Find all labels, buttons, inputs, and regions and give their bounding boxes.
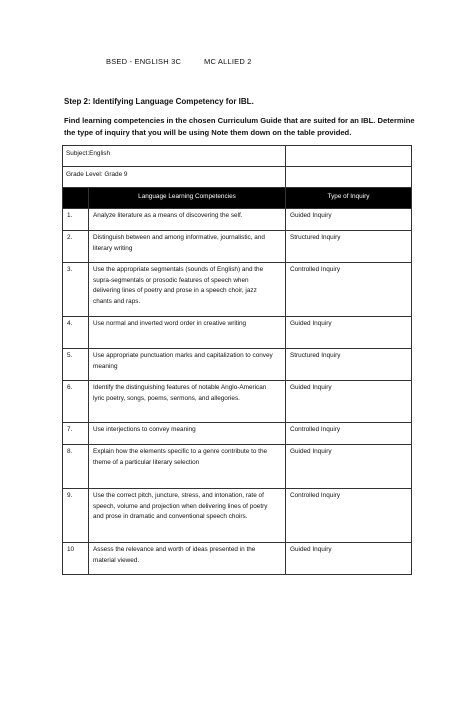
inquiry-type-cell: Structured Inquiry (286, 231, 412, 263)
competency-cell: Distinguish between and among informative, journalistic, and literary writing (89, 231, 286, 263)
course-label: BSED - ENGLISH 3C (106, 57, 182, 66)
section-label: MC ALLIED 2 (204, 57, 252, 66)
row-number: 8. (63, 445, 89, 489)
inquiry-type-cell: Guided Inquiry (286, 543, 412, 575)
competency-cell: Explain how the elements specific to a genre contribute to the theme of a particular literary selection (89, 445, 286, 489)
table-row (63, 317, 412, 349)
inquiry-type-cell: Guided Inquiry (286, 317, 412, 349)
row-number: 2. (63, 231, 89, 263)
row-number: 4. (63, 317, 89, 349)
inquiry-type-cell: Controlled Inquiry (286, 489, 412, 543)
inquiry-type-cell: Structured Inquiry (286, 349, 412, 381)
grade-empty-cell (286, 167, 412, 188)
competency-cell: Analyze literature as a means of discovering the self. (89, 209, 286, 231)
table-row (63, 543, 412, 575)
inquiry-type-cell: Controlled Inquiry (286, 263, 412, 317)
grade-row (63, 167, 412, 188)
inquiry-type-cell: Guided Inquiry (286, 381, 412, 423)
competency-cell: Use appropriate punctuation marks and capitalization to convey meaning (89, 349, 286, 381)
grade-cell: Grade Level: Grade 9 (63, 167, 286, 188)
subject-empty-cell (286, 146, 412, 167)
instructions: Find learning competencies in the chosen Curriculum Guide that are suited for an IBL. Determine the type of inquiry that you will be using Note them down on the table provided. (64, 116, 415, 137)
row-number: 6. (63, 381, 89, 423)
table-row (63, 489, 412, 543)
header-inquiry: Type of Inquiry (286, 188, 412, 209)
table-row (63, 231, 412, 263)
competency-cell: Use the correct pitch, juncture, stress, and intonation, rate of speech, volume and projection when delivering lines of poetry and prose in dramatic and conventional speech choirs. (89, 489, 286, 543)
table-header-row (63, 188, 412, 209)
subject-row (63, 146, 412, 167)
competency-cell: Identify the distinguishing features of notable Anglo-American lyric poetry, songs, poems, sermons, and allegories. (89, 381, 286, 423)
header-blank-cell (63, 188, 89, 209)
table-row (63, 263, 412, 317)
table-row (63, 423, 412, 445)
inquiry-type-cell: Controlled Inquiry (286, 423, 412, 445)
row-number: 9. (63, 489, 89, 543)
inquiry-type-cell: Guided Inquiry (286, 445, 412, 489)
competency-cell: Assess the relevance and worth of ideas presented in the material viewed. (89, 543, 286, 575)
step-title: Step 2: Identifying Language Competency for IBL. (64, 97, 254, 106)
header-competencies: Language Learning Competencies (89, 188, 286, 209)
table-row (63, 349, 412, 381)
row-number: 1. (63, 209, 89, 231)
competency-cell: Use normal and inverted word order in creative writing (89, 317, 286, 349)
table-row (63, 209, 412, 231)
inquiry-type-cell: Guided Inquiry (286, 209, 412, 231)
row-number: 5. (63, 349, 89, 381)
competency-cell: Use interjections to convey meaning (89, 423, 286, 445)
competency-cell: Use the appropriate segmentals (sounds of English) and the supra-segmentals or prosodic features of speech when delivering lines of poetry and prose in a speech choir, jazz chants and raps. (89, 263, 286, 317)
subject-cell: Subject:English (63, 146, 286, 167)
table-row (63, 381, 412, 423)
competency-table (62, 145, 412, 575)
row-number: 7. (63, 423, 89, 445)
table-row (63, 445, 412, 489)
row-number: 10 (63, 543, 89, 575)
row-number: 3. (63, 263, 89, 317)
